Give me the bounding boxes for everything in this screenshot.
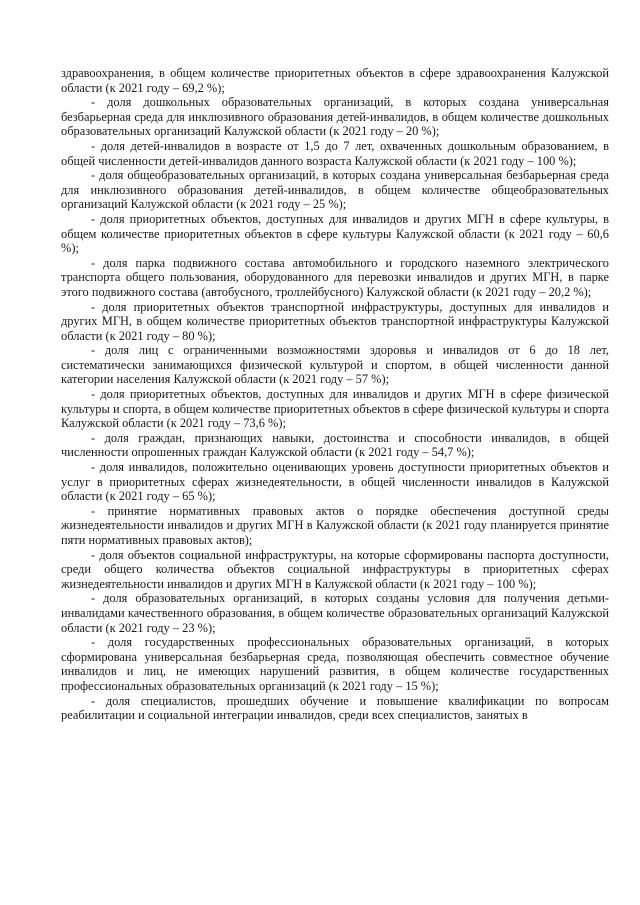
list-item-public-transport: - доля парка подвижного состава автомобильного и городского наземного электрического транспорта общего пользования, оборудованного для перевозки инвалидов и других МГН, в парке этого подвижного состава (автобусного, троллейбусного) Калужской области (к 2021 году – 20,2 %); <box>61 255 609 299</box>
document-page <box>61 66 609 723</box>
list-item-transport-infrastructure: - доля приоритетных объектов транспортной инфраструктуры, доступных для инвалидов и других МГН, в общем количестве приоритетных объектов транспортной инфраструктуры Калужской области (к 2021 году – 80 %); <box>61 299 609 343</box>
list-item-educational-conditions: - доля образовательных организаций, в которых созданы условия для получения детьми-инвалидами качественного образования, в общем количестве образовательных организаций Калужской области (к 2021 году – 23 %); <box>61 591 609 635</box>
list-item-sport-objects: - доля приоритетных объектов, доступных для инвалидов и других МГН в сфере физической культуры и спорта, в общем количестве приоритетных объектов в сфере физической культуры и спорта Калужской области (к 2021 году – 73,6 %); <box>61 387 609 431</box>
list-item-preschool-coverage: - доля детей-инвалидов в возрасте от 1,5 до 7 лет, охваченных дошкольным образованием, в общей численности детей-инвалидов данного возраста Калужской области (к 2021 году – 100 %); <box>61 138 609 168</box>
list-item-culture-objects: - доля приоритетных объектов, доступных для инвалидов и других МГН в сфере культуры, в общем количестве приоритетных объектов в сфере культуры Калужской области (к 2021 году – 60,6 %); <box>61 211 609 256</box>
list-item-normative-acts: - принятие нормативных правовых актов о порядке обеспечения доступной среды жизнедеятельности инвалидов и других МГН в Калужской области (к 2021 году планируется принятие пяти нормативных правовых актов); <box>61 503 609 547</box>
list-item-citizens-survey: - доля граждан, признающих навыки, достоинства и способности инвалидов, в общей численности опрошенных граждан Калужской области (к 2021 году – 54,7 %); <box>61 430 609 460</box>
list-item-professional-education: - доля государственных профессиональных образовательных организаций, в которых сформирована универсальная безбарьерная среда, позволяющая обеспечить совместное обучение инвалидов и лиц, не имеющих нарушений развития, в общем количестве государственных профессиональных образовательных организаций (к 2021 году – 15 %); <box>61 635 609 693</box>
list-item-accessibility-rating: - доля инвалидов, положительно оценивающих уровень доступности приоритетных объектов и услуг в приоритетных сферах жизнедеятельности, в общей численности инвалидов в Калужской области (к 2021 году – 65 %); <box>61 460 609 504</box>
list-item-general-education: - доля общеобразовательных организаций, в которых создана универсальная безбарьерная среда для инклюзивного образования детей-инвалидов, в общем количестве общеобразовательных организаций Калужской области (к 2021 году – 25 %); <box>61 168 609 212</box>
list-item-preschool-barrier-free: - доля дошкольных образовательных организаций, в которых создана универсальная безбарьерная среда для инклюзивного образования детей-инвалидов, в общем количестве дошкольных образовательных организаций Калужской области (к 2021 году – 20 %); <box>61 95 609 139</box>
list-item-specialists-training: - доля специалистов, прошедших обучение и повышение квалификации по вопросам реабилитации и социальной интеграции инвалидов, среди всех специалистов, занятых в <box>61 693 609 723</box>
paragraph-continuation: здравоохранения, в общем количестве приоритетных объектов в сфере здравоохранения Калужской области (к 2021 году – 69,2 %); <box>61 66 609 95</box>
list-item-accessibility-passports: - доля объектов социальной инфраструктуры, на которые сформированы паспорта доступности, среди общего количества объектов социальной инфраструктуры в приоритетных сферах жизнедеятельности инвалидов и других МГН в Калужской области (к 2021 году – 100 %); <box>61 547 609 591</box>
list-item-sport-participation: - доля лиц с ограниченными возможностями здоровья и инвалидов от 6 до 18 лет, систематически занимающихся физической культурой и спортом, в общей численности данной категории населения Калужской области (к 2021 году – 57 %); <box>61 343 609 387</box>
